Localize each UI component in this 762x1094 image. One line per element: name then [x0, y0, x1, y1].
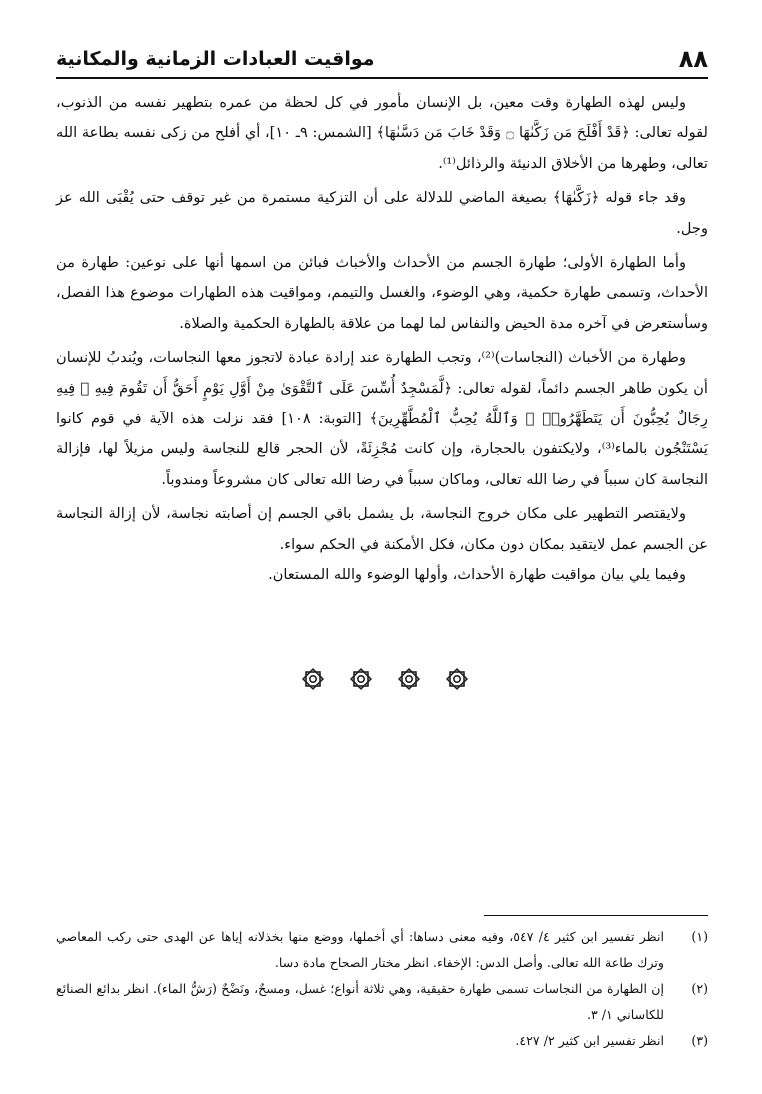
footnote	[56, 976, 708, 1028]
header-rule	[56, 77, 708, 79]
paragraph: وأما الطهارة الأولى؛ طهارة الجسم من الأحداث والأخباث فبائن من اسمها أنها على نوعين: طهارة من الأحداث، وتسمى طهارة حكمية، وهي الوضوء، والغسل والتيمم، ومواقيت هذه الطهارات موضوع هذا الفصل، وسأستعرض في آخره مدة الحيض والنفاس لما لهما من علاقة بالطهارة الحكمية والصلاة.	[56, 254, 708, 332]
footnote-number: (٢)	[691, 981, 708, 996]
footnote	[56, 1028, 708, 1054]
footnotes	[56, 924, 708, 1054]
footnote-text: انظر تفسير ابن كثير ٤/ ٥٤٧، وفيه معنى دساها: أي أخملها، ووضع منها بخذلانه إياها عن الهدى حتى ركب المعاصي وترك طاعة الله تعالى. وأصل الدس: الإخفاء. انظر مختار الصحاح مادة دسا.	[56, 929, 665, 970]
footnote-text: انظر تفسير ابن كثير ٢/ ٤٢٧.	[515, 1033, 664, 1048]
footnote-number: (٣)	[691, 1033, 708, 1048]
paragraph: وفيما يلي بيان مواقيت طهارة الأحداث، وأولها الوضوء والله المستعان.	[268, 566, 686, 584]
footnote-separator	[484, 915, 708, 916]
page-header	[56, 44, 708, 74]
paragraph: ولايقتصر التطهير على مكان خروج النجاسة، بل يشمل باقي الجسم إن أصابته نجاسة، لأن إزالة النجاسة عن الجسم عمل لايتقيد بمكان دون مكان، فكل الأمكنة في الحكم سواء.	[56, 505, 708, 553]
paragraph: وقد جاء قوله ﴿زَكَّىٰهَا﴾ بصيغة الماضي للدلالة على أن التزكية مستمرة من غير توقف حتى يُقْبَى الله عز وجل.	[56, 189, 708, 237]
footnote	[56, 924, 708, 976]
footnote-number: (١)	[691, 929, 708, 944]
octagram-ornament-icon	[444, 666, 470, 692]
paragraph: وليس لهذه الطهارة وقت معين، بل الإنسان مأمور في كل لحظة من عمره بتطهير نفسه من الذنوب، لقوله تعالى: ﴿قَدْ أَفْلَحَ مَن زَكَّىٰهَا ۝ وَقَدْ خَابَ مَن دَسَّىٰهَا﴾ [الشمس: ٩ـ ١٠]، أي أفلح من زكى نفسه بطاعة الله تعالى، وطهرها من الأخلاق الدنيئة والرذائل⁽¹⁾.	[56, 94, 708, 172]
paragraph: وطهارة من الأخباث (النجاسات)⁽²⁾، وتجب الطهارة عند إرادة عبادة لاتجوز معها النجاسات، ويُندبُ للإنسان أن يكون طاهر الجسم دائماً، لقوله تعالى: ﴿لَّمَسْجِدٌ أُسِّسَ عَلَى ٱلتَّقْوَىٰ مِنْ أَوَّلِ يَوْمٍ أَحَقُّ أَن تَقُومَ فِيهِ ۚ فِيهِ رِجَالٌ يُحِبُّونَ أَن يَتَطَهَّرُوا۟ ۚ وَٱللَّهُ يُحِبُّ ٱلْمُطَّهِّرِينَ﴾ [التوبة: ١٠٨] فقد نزلت هذه الآية في قوم كانوا يَسْتَنْجُون بالماء⁽³⁾، ولايكتفون بالحجارة، وإن كانت مُجْزِئَةً، لأن الحجر قالع للنجاسة وليس مزيلاً لها، فإزالة النجاسة كان سبباً في رضا الله تعالى، وماكان سبباً في رضا الله تعالى كان مشروعاً ومندوباً.	[56, 349, 708, 488]
footnote-text: إن الطهارة من النجاسات تسمى طهارة حقيقية، وهي ثلاثة أنواع؛ غسل، ومسحٌ، ونَضْحٌ (رَشُّ الماء). انظر بدائع الصنائع للكاساني ١/ ٣.	[56, 981, 664, 1022]
page-number: ٨٨	[678, 45, 708, 73]
octagram-ornament-icon	[396, 666, 422, 692]
running-title: مواقيت العبادات الزمانية والمكانية	[56, 48, 375, 70]
octagram-ornament-icon	[348, 666, 374, 692]
octagram-ornament-icon	[300, 666, 326, 692]
section-end-ornaments	[300, 664, 470, 694]
main-text	[56, 88, 708, 591]
